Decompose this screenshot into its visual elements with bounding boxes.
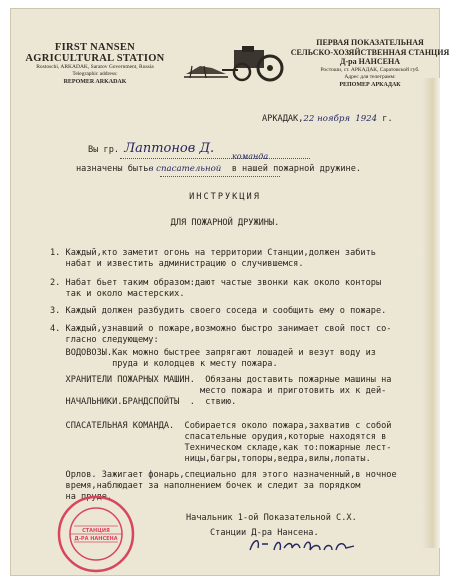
letterhead-left-tel-label: Telegraphic address: [72,71,118,77]
letterhead-left-title-2: AGRICULTURAL STATION [25,53,165,64]
duty-rescue-line-4: ницы,багры,топоры,ведра,вилы,лопаты. [50,454,371,464]
assignment-role-above: команда [232,152,269,161]
letterhead-left-tel: REPOMER ARKADAK [63,79,127,85]
svg-text:Д-РА НАНСЕНА: Д-РА НАНСЕНА [74,536,118,542]
duty-orlov-line-1: Орлов. Зажигает фонарь,специально для этого назначенный,в ночное [50,470,397,480]
duty-rescue-line-3: Техническом складе,как то:пожарные лест- [50,443,392,453]
duty-water-line-2: пруда и колодцев к месту пожара. [50,359,278,369]
instruction-item-4-line-2: гласно следующему: [50,335,159,345]
recipient-line [88,141,215,156]
letterhead-right-address: Ростоши, ст. АРКАДАК, Саратовской губ. [320,66,420,73]
instruction-item-2-line-2: так и около мастерских. [50,289,185,299]
duty-machines-line-1: ХРАНИТЕЛИ ПОЖАРНЫХ МАШИН. Обязаны доставить пожарные машины на [50,375,392,385]
letterhead-right-title-3: Д-ра НАНСЕНА [340,57,400,66]
assignment-prefix: назначены быть [76,164,149,174]
letterhead-left [20,42,170,86]
duty-machines-line-2: место пожара и приготовить их к дей- [50,386,387,396]
letterhead-left-address: Rostoschi, ARKADAK, Saratov Government, Russia [36,64,154,70]
letterhead-right-title-2: СЕЛЬСКО-ХОЗЯЙСТВЕННАЯ СТАНЦИЯ [290,47,450,57]
date-day-month: 22 ноября [303,114,351,124]
svg-text:СТАНЦИЯ: СТАНЦИЯ [82,528,110,534]
assignment-role: в спасательной [148,164,222,174]
duty-orlov-line-2: время,наблюдает за наполнением бочек и следит за порядком [50,481,361,491]
date-place: АРКАДАК, [262,114,304,124]
closing-line-2: Станции Д-ра Нансена. [210,528,319,538]
official-stamp [56,494,136,574]
assignment-line [76,164,361,174]
assignment-underline [160,176,280,177]
instruction-item-1-line-2: набат и известить администрацию о случившемся. [50,259,304,269]
duty-rescue-line-2: спасательные орудия,которые находятся в [50,432,387,442]
duty-water-line-1: ВОДОВОЗЫ.Как можно быстрее запрягают лошадей и везут воду из [50,348,376,358]
duty-machines-line-3: НАЧАЛЬНИКИ.БРАНДСПОЙТЫ . ствию. [50,397,237,407]
document-subtitle: ДЛЯ ПОЖАРНОЙ ДРУЖИНЫ. [170,218,280,228]
letterhead-right-tel-label: Адрес для телеграмм: [344,73,396,80]
assignment-suffix: в нашей пожарной дружине. [231,164,362,174]
signature [246,534,358,556]
instruction-item-1-line-1: 1. Каждый,кто заметит огонь на территории Станции,должен забить [50,248,376,258]
letterhead-left-title-1: FIRST NANSEN [54,42,136,53]
recipient-underline [120,158,310,159]
recipient-name: Лаптонов Д. [124,141,215,156]
duty-rescue-line-1: СПАСАТЕЛЬНАЯ КОМАНДА. Собирается около пожара,захватив с собой [50,421,392,431]
date-year: 1924 [355,114,378,124]
duty-orlov-line-3: на пруде. [50,492,113,502]
instruction-item-3-line-1: 3. Каждый должен разбудить своего соседа и сообщить ему о пожаре. [50,306,387,316]
document-title: ИНСТРУКЦИЯ [189,192,261,202]
letterhead-right-tel: РЕПОМЕР АРКАДАК [339,81,401,88]
instruction-item-4-line-1: 4. Каждый,узнавший о пожаре,возможно быстро занимает свой пост со- [50,324,392,334]
date-suffix: г. [382,114,393,124]
document-sheet [10,8,450,576]
instruction-item-2-line-1: 2. Набат бьет таким образом:дают частые звонки как около конторы [50,278,382,288]
date-line [262,114,393,124]
letterhead-right-title-1: ПЕРВАЯ ПОКАЗАТЕЛЬНАЯ [316,38,424,47]
recipient-prefix: Вы гр. [88,145,120,155]
closing-line-1: Начальник 1-ой Показательной С.Х. [186,513,357,523]
letterhead-right [280,38,460,89]
